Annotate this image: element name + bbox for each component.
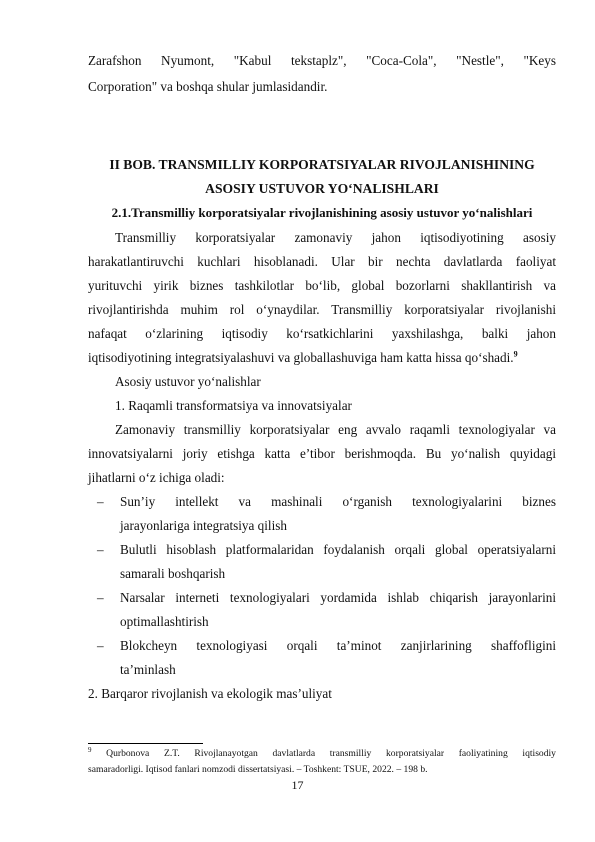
footnote-ref[interactable]: 9 [513, 349, 518, 359]
para2-line-1: Zamonaviy transmilliy korporatsiyalar eng avvalo raqamli texnologiyalar va [115, 422, 556, 437]
para2-line-3: jihatlarni o‘z ichiga oladi: [88, 470, 225, 485]
bullet-1-line-1: Sun’iy intellekt va mashinali o‘rganish texnologiyalarini biznes [120, 494, 556, 509]
para1-line-4: rivojlantirishda muhim rol o‘ynaydilar. Transmilliy korporatsiyalar rivojlanishi [88, 302, 556, 317]
bullet-3-line-1: Narsalar interneti texnologiyalari yordamida ishlab chiqarish jarayonlarini [120, 590, 556, 605]
bullet-2-line-2: samarali boshqarish [120, 566, 226, 581]
item2-heading: 2. Barqaror rivojlanish va ekologik mas’uliyat [88, 686, 332, 701]
bullet-dash: – [97, 494, 104, 509]
footnote-separator [88, 743, 203, 744]
bullet-dash: – [97, 638, 104, 653]
chapter-title-line-2: ASOSIY USTUVOR YO‘NALISHLARI [205, 181, 439, 196]
para1-line-3: yurituvchi yirik biznes tashkilotlar bo‘lib, global bozorlarni shakllantirish va [88, 278, 556, 293]
para1-line-6-text: iqtisodiyotining integratsiyalashuvi va globallashuviga ham katta hissa qo‘shadi. [88, 350, 514, 365]
chapter-title-line-1: II BOB. TRANSMILLIY KORPORATSIYALAR RIVOJLANISHINING [109, 157, 535, 172]
section-title: 2.1.Transmilliy korporatsiyalar rivojlanishining asosiy ustuvor yo‘nalishlari [111, 205, 533, 220]
bullet-4-line-2: ta’minlash [120, 662, 176, 677]
para1-line-5: nafaqat o‘zlarining iqtisodiy ko‘rsatkichlarini yaxshilashga, balki jahon [88, 326, 556, 341]
bullet-dash: – [97, 542, 104, 557]
item1-heading: 1. Raqamli transformatsiya va innovatsiyalar [115, 398, 352, 413]
footnote-line-1-text: Qurbonova Z.T. Rivojlanayotgan davlatlarda transmilliy korporatsiyalar faoliyatining iqtisodiy [106, 748, 556, 759]
page-number: 17 [291, 778, 304, 792]
intro-line-2: Corporation" va boshqa shular jumlasidandir. [88, 79, 328, 94]
para1-line-1: Transmilliy korporatsiyalar zamonaviy jahon iqtisodiyotining asosiy [115, 230, 556, 245]
bullet-2-line-1: Bulutli hisoblash platformalaridan foydalanish orqali global operatsiyalarni [120, 542, 556, 557]
intro-line-1: Zarafshon Nyumont, "Kabul tekstaplz", "Coca-Cola", "Nestle", "Keys [88, 53, 556, 68]
footnote-line-2: samaradorligi. Iqtisod fanlari nomzodi dissertatsiyasi. – Toshkent: TSUE, 2022. – 198 b. [88, 764, 428, 775]
bullet-1-line-2: jarayonlariga integratsiya qilish [120, 518, 287, 533]
para1-line-6 [88, 348, 556, 367]
bullet-dash: – [97, 590, 104, 605]
directions-heading: Asosiy ustuvor yo‘nalishlar [115, 374, 261, 389]
footnote-line-1 [88, 747, 556, 761]
footnote-number: 9 [88, 745, 92, 754]
bullet-3-line-2: optimallashtirish [120, 614, 209, 629]
bullet-4-line-1: Blokcheyn texnologiyasi orqali ta’minot zanjirlarining shaffofligini [120, 638, 556, 653]
para2-line-2: innovatsiyalarni joriy etishga katta e’tibor berishmoqda. Bu yo‘nalish quyidagi [88, 446, 556, 461]
para1-line-2: harakatlantiruvchi kuchlari hisoblanadi. Ular bir nechta davlatlarda faoliyat [88, 254, 556, 269]
